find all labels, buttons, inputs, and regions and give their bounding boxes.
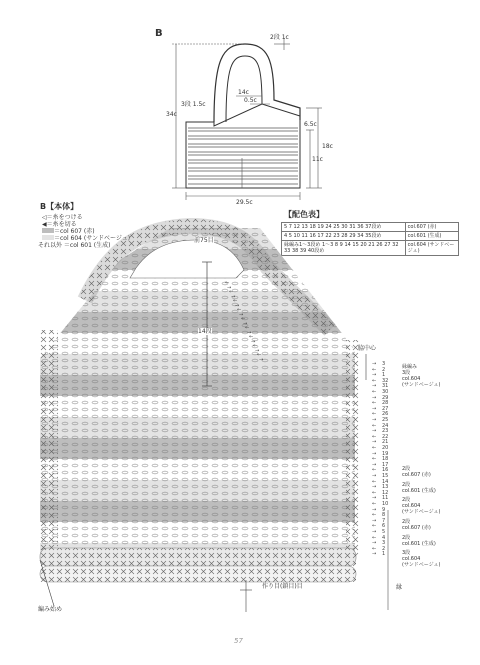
- row-arrow-icon: ←: [372, 400, 377, 407]
- strap-row-arrow-icon: ←: [229, 289, 234, 295]
- row-number: 32: [382, 377, 389, 384]
- row-number: 5: [382, 529, 386, 535]
- row-number: 2: [382, 366, 386, 373]
- edge-label: 縁: [396, 584, 403, 591]
- section-title: B【本体】: [40, 202, 79, 211]
- row-arrow-icon: ←: [372, 377, 377, 384]
- dim-height-total: 18c: [322, 143, 333, 150]
- row-arrow-icon: ←: [372, 389, 377, 395]
- middle-rows-label: 14段: [198, 328, 212, 335]
- annotation-text: col.601 (生成): [402, 541, 436, 547]
- strap-row-arrow-icon: ←: [237, 307, 242, 313]
- row-number: 17: [382, 461, 389, 468]
- row-arrow-icon: ←: [372, 501, 377, 507]
- row-number: 1: [382, 551, 386, 558]
- row-arrow-icon: →: [372, 428, 377, 435]
- row-number: 31: [382, 383, 389, 390]
- strap-row-arrow-icon: ←: [249, 334, 254, 340]
- annotation-text: col.601 (生成): [402, 488, 436, 494]
- strap-row-arrow-icon: ←: [233, 298, 238, 304]
- row-arrow-icon: ←: [372, 411, 377, 418]
- strap-row-arrow-icon: →: [247, 329, 252, 336]
- dim-side-width: 34c: [166, 111, 177, 118]
- strap-row-arrow-icon: ←: [253, 343, 258, 349]
- row-arrow-icon: ←: [372, 512, 377, 519]
- row-number: 1: [382, 372, 386, 379]
- annotation-text: 2段: [402, 535, 411, 541]
- row-arrow-icon: →: [372, 394, 377, 401]
- color-table-title: 【配色表】: [284, 210, 324, 219]
- row-number: 13: [382, 484, 389, 491]
- strap-row-arrow-icon: →: [227, 284, 232, 291]
- center-label: 脇中心: [358, 345, 377, 352]
- legend-item-other: それ以外 ＝col 601 (生成): [38, 242, 111, 249]
- row-number: 10: [382, 501, 389, 507]
- legend-item-beige: ＝col 604 (サンドベージュ): [42, 235, 130, 242]
- row-number: 2: [382, 545, 386, 552]
- annotation-text: 2段: [402, 466, 411, 472]
- row-arrow-icon: ←: [372, 523, 377, 530]
- color-cell: col.604 (サンドベージュ): [405, 241, 458, 256]
- annotation-text: 3段: [402, 550, 411, 556]
- color-cell: col.601 (生成): [405, 232, 458, 241]
- annotation-text: col.607 (赤): [402, 525, 431, 531]
- diagram-label: B: [155, 28, 163, 39]
- row-number: 15: [382, 473, 389, 479]
- row-arrow-icon: →: [372, 495, 377, 502]
- chain-label: 作り目(鎖目)目: [262, 583, 303, 590]
- dim-side-rows: 3段 1.5c: [181, 101, 206, 108]
- row-arrow-icon: ←: [372, 489, 377, 496]
- row-arrow-icon: →: [372, 405, 377, 412]
- annotation-text: 2段: [402, 519, 411, 525]
- dim-height-body: 11c: [312, 156, 323, 163]
- row-arrow-icon: →: [372, 473, 377, 479]
- row-number: 3: [382, 361, 386, 367]
- row-arrow-icon: ←: [372, 445, 377, 451]
- strap-row-arrow-icon: ←: [257, 352, 262, 358]
- strap-row-arrow-icon: ←: [245, 325, 250, 331]
- row-number: 18: [382, 456, 389, 463]
- row-arrow-icon: →: [372, 361, 377, 367]
- row-arrow-icon: →: [372, 551, 377, 558]
- strap-row-arrow-icon: ←: [225, 280, 230, 286]
- dim-handle-inner: 0.5c: [244, 97, 257, 104]
- row-arrow-icon: →: [372, 529, 377, 535]
- row-number: 16: [382, 467, 389, 474]
- annotation-text: col.604: [402, 376, 421, 382]
- row-number: 19: [382, 450, 389, 457]
- row-number: 7: [382, 517, 386, 524]
- row-arrow-icon: ←: [372, 366, 377, 373]
- row-arrow-icon: ←: [372, 478, 377, 485]
- row-number: 14: [382, 478, 389, 485]
- row-number: 23: [382, 428, 389, 435]
- row-number: 9: [382, 506, 386, 513]
- rows-cell: 縁編み1～3段め 1～3 8 9 14 15 20 21 26 27 32 33 38 39 40段め: [282, 241, 406, 256]
- row-number: 30: [382, 389, 389, 395]
- dim-shoulder: 6.5c: [304, 121, 317, 128]
- color-cell: col.607 (赤): [405, 223, 458, 232]
- row-arrow-icon: ←: [372, 467, 377, 474]
- row-arrow-icon: ←: [372, 422, 377, 429]
- annotation-text: col.607 (赤): [402, 472, 431, 478]
- row-arrow-icon: →: [372, 484, 377, 491]
- annotation-text: 2段: [402, 497, 411, 503]
- rows-cell: 4 5 10 11 16 17 22 23 28 29 34 35段め: [282, 232, 406, 241]
- row-number: 4: [382, 534, 386, 541]
- row-arrow-icon: →: [372, 383, 377, 390]
- annotation-text: 3段: [402, 370, 411, 376]
- row-arrow-icon: ←: [372, 534, 377, 541]
- row-number: 8: [382, 512, 386, 519]
- row-number: 24: [382, 422, 389, 429]
- legend-item-attach: ◁＝糸をつける: [42, 214, 83, 221]
- row-arrow-icon: →: [372, 372, 377, 379]
- row-number: 6: [382, 523, 386, 530]
- row-number: 27: [382, 405, 389, 412]
- row-number: 22: [382, 433, 389, 440]
- attach-icon: ◁: [42, 214, 47, 221]
- row-number: 12: [382, 489, 389, 496]
- row-number: 21: [382, 439, 389, 446]
- annotation-text: 縁編み: [402, 364, 418, 370]
- dim-strap-rows: 2段 1c: [270, 34, 289, 41]
- annotation-text: (サンドベージュ): [402, 382, 441, 388]
- strap-row-arrow-icon: →: [235, 302, 240, 309]
- row-arrow-icon: →: [372, 439, 377, 446]
- strap-row-arrow-icon: →: [239, 311, 244, 318]
- row-arrow-icon: ←: [372, 433, 377, 440]
- legend-item-red: ＝col 607 (赤): [42, 228, 130, 235]
- row-number: 26: [382, 411, 389, 418]
- annotation-text: col.604: [402, 503, 421, 509]
- cut-icon: ◀: [42, 221, 47, 228]
- row-arrow-icon: →: [372, 461, 377, 468]
- strap-row-arrow-icon: →: [231, 293, 236, 300]
- strap-label: 前75目: [194, 237, 214, 244]
- row-arrow-icon: →: [372, 540, 377, 547]
- strap-row-arrow-icon: →: [255, 347, 260, 354]
- annotation-text: col.604: [402, 556, 421, 562]
- dim-bottom-width: 29.5c: [236, 199, 253, 206]
- strap-row-arrow-icon: →: [243, 320, 248, 327]
- row-number: 20: [382, 445, 389, 451]
- row-arrow-icon: →: [372, 517, 377, 524]
- row-number: 25: [382, 417, 389, 423]
- annotation-text: (サンドベージュ): [402, 562, 441, 568]
- row-number: 3: [382, 540, 386, 547]
- row-arrow-icon: →: [372, 450, 377, 457]
- legend-item-cut: ◀＝糸を切る: [42, 221, 77, 228]
- strap-row-arrow-icon: →: [259, 356, 264, 363]
- annotation-text: (サンドベージュ): [402, 509, 441, 515]
- dim-handle-top: 14c: [238, 89, 249, 96]
- row-arrow-icon: →: [372, 417, 377, 423]
- page-number: 57: [234, 637, 243, 645]
- strap-row-arrow-icon: →: [251, 338, 256, 345]
- strap-row-arrow-icon: ←: [241, 316, 246, 322]
- start-label: 編み始め: [38, 606, 63, 613]
- annotation-text: 2段: [402, 482, 411, 488]
- row-number: 29: [382, 394, 389, 401]
- row-arrow-icon: ←: [372, 545, 377, 552]
- row-number: 11: [382, 495, 389, 502]
- row-number: 28: [382, 400, 389, 407]
- row-arrow-icon: →: [372, 506, 377, 513]
- rows-cell: 5 7 12 13 18 19 24 25 30 31 36 37段め: [282, 223, 406, 232]
- row-arrow-icon: ←: [372, 456, 377, 463]
